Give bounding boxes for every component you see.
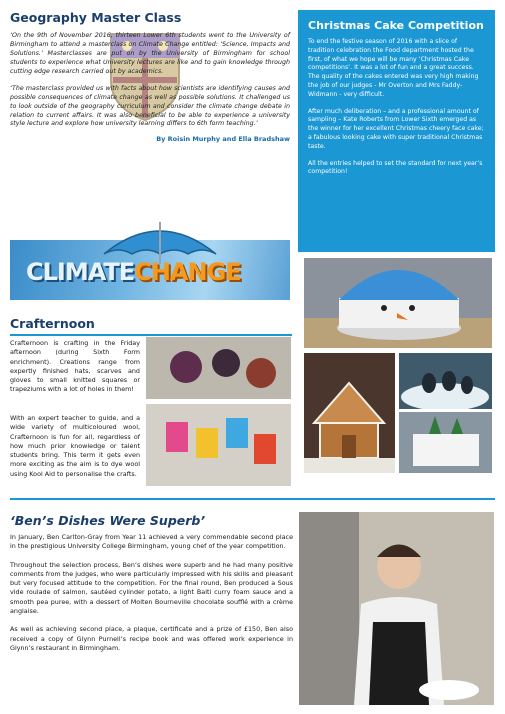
ben-paragraph-2: Throughout the selection process, Ben’s dishes were superb and he had many positive comments from the judges, who were particularly impressed with his skills and pleasant but very focused attitude to the competition. For the final round, Ben produced a Sous vide roulade of salmon, sautéed cylinder potato, a light Balti curry foam sauce and a smooth pea puree, with a dessert of Molten Bourneville chocolate soufflé with a crème anglaise. — [10, 560, 293, 615]
chef-portrait-photo — [299, 512, 494, 705]
ben-paragraph-3: As well as achieving second place, a plaque, certificate and a prize of £150, Ben also received a copy of Glynn Purnell’s recipe book and was offered work experience in Glynn’s restaurant in Birmingham. — [10, 625, 293, 652]
penguin-cake-photo — [399, 353, 492, 409]
ben-paragraph-1: In January, Ben Carlton-Gray from Year 11 achieved a very commendable second place in the prestigious University College Birmingham, young chef of the year competition. — [10, 533, 293, 551]
banner-word-climate: CLIMATE — [26, 258, 135, 286]
christmas-body — [308, 38, 485, 177]
crafternoon-rule — [10, 334, 292, 336]
geography-paragraph-1: ‘On the 9th of November 2016, thirteen Lower 6th students went to the University of Birmingham to attend a masterclass on Climate Change entitled: ‘Science, Impacts and Solutions.’ Masterclasses are put on by the University of Birmingham for school students to experience what University lectures are like and to gain knowledge through cutting edge research carried out by academics. — [10, 32, 290, 75]
wool-dyeing-photo — [146, 337, 291, 399]
winter-cake-photo — [399, 412, 492, 473]
crafternoon-paragraph-1: Crafternoon is crafting in the Friday afternoon (during Sixth Form enrichment). Creations range from expertly finished hats, scarves and gloves to small knitted squares or trapeziums with a lot of holes in them! — [10, 339, 140, 394]
christmas-title: Christmas Cake Competition — [308, 19, 484, 32]
christmas-paragraph-1: To end the festive season of 2016 with a slice of tradition celebration the Food department hosted the first, of what we hope will be many ‘Christmas Cake competitions’. It was a lot of fun and a great success. The quality of the cakes entered was very high making the job of our judges - Mr Overton and Mrs Faddy-Widmann - very difficult. — [308, 38, 479, 98]
crafternoon-paragraph-2: With an expert teacher to guide, and a wide variety of multicoloured wool, Crafternoon is fun for all, regardless of how much prior knowledge or talent students bring. This term it gets even more exciting as the aim is to dye wool using Kool Aid to personalise the crafts. — [10, 414, 140, 478]
geography-body — [10, 32, 290, 129]
christmas-paragraph-3: All the entries helped to set the standard for next year’s competition! — [308, 159, 483, 176]
christmas-section — [298, 10, 495, 252]
climate-change-banner — [10, 218, 290, 306]
kool-aid-packets-photo — [146, 404, 291, 486]
geography-title: Geography Master Class — [10, 10, 182, 25]
crafternoon-title: Crafternoon — [10, 316, 95, 331]
geography-credit: By Roisin Murphy and Ella Bradshaw — [156, 135, 290, 144]
section-divider — [10, 498, 495, 500]
banner-text — [26, 258, 241, 286]
geography-section — [10, 10, 290, 232]
ben-title: ‘Ben’s Dishes Were Superb’ — [10, 513, 206, 528]
christmas-paragraph-2: After much deliberation – and a professional amount of sampling – Kate Roberts from Lower Sixth emerged as the winner for her excellent Christmas cheery face cake; a fabulous looking cake with super traditional Christmas taste. — [308, 107, 484, 150]
gingerbread-house-photo — [304, 353, 395, 473]
geography-paragraph-2: ‘The masterclass provided us with facts about how scientists are identifying causes and possible consequences of climate change as well as possible solutions. It challenged us to look outside of the geography curriculum and consider the climate change debate in relation to current affairs. It was also beneficial to be able to experience a university style lecture and explore how university learning differs to 6th form teaching.’ — [10, 84, 290, 128]
ben-body — [10, 533, 293, 662]
banner-word-change: CHANGE — [134, 258, 241, 286]
snowman-cake-photo — [304, 258, 492, 348]
